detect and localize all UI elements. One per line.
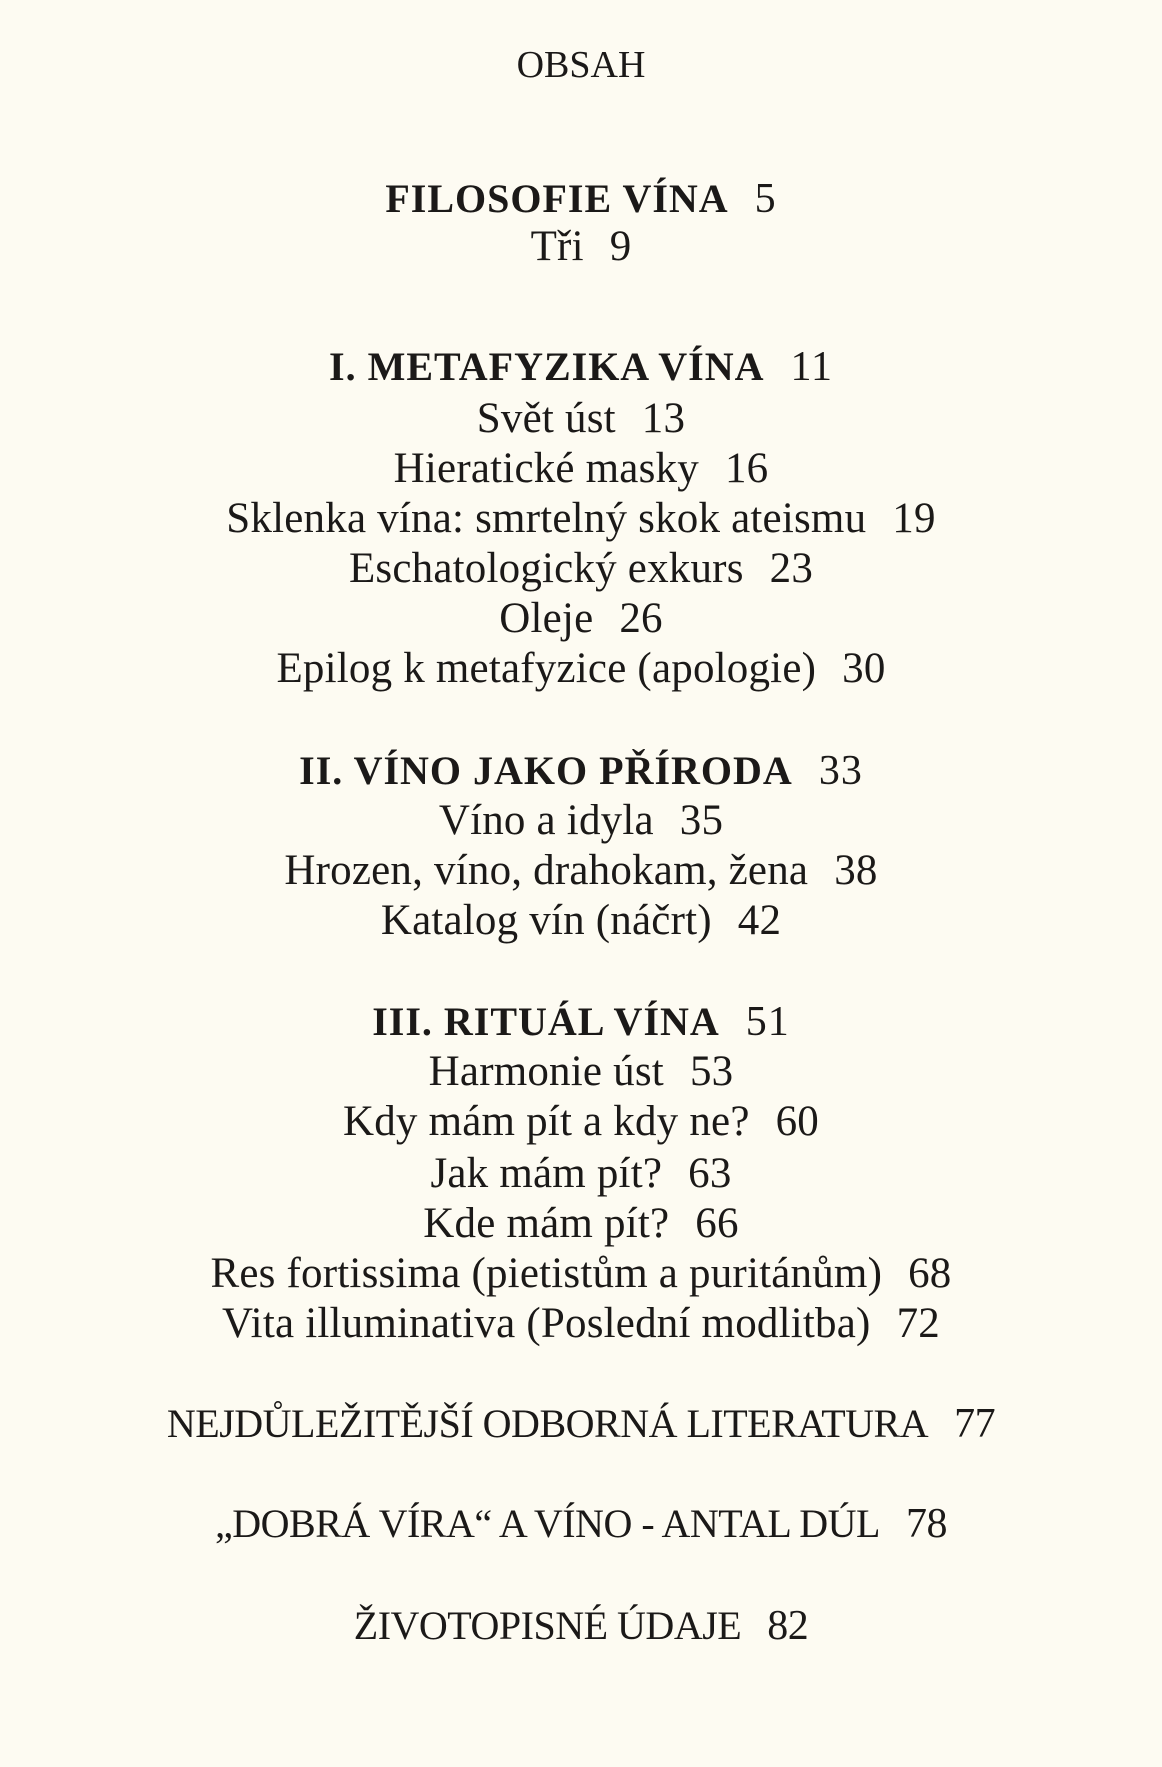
toc-label: III. RITUÁL VÍNA <box>372 999 720 1044</box>
toc-label: Katalog vín (náčrt) <box>380 897 712 944</box>
toc-label: Víno a idyla <box>438 797 654 844</box>
toc-entry <box>0 222 1162 272</box>
toc-page-number: 60 <box>775 1098 820 1145</box>
toc-page-number: 53 <box>689 1048 734 1095</box>
toc-entry <box>0 896 1162 946</box>
toc-page-number: 82 <box>767 1603 809 1649</box>
toc-entry <box>0 1097 1162 1147</box>
toc-label: Hieratické masky <box>393 445 699 492</box>
toc-page-number: 42 <box>737 897 782 944</box>
toc-label: Eschatologický exkurs <box>348 545 744 592</box>
toc-page-number: 63 <box>688 1150 732 1197</box>
toc-label: Tři <box>530 223 584 270</box>
toc-label: FILOSOFIE VÍNA <box>385 176 729 221</box>
toc-label: Kdy mám pít a kdy ne? <box>342 1098 750 1145</box>
toc-page-number: 68 <box>908 1250 952 1297</box>
toc-entry <box>0 1199 1162 1249</box>
toc-entry <box>0 846 1162 896</box>
toc-entry-part <box>0 746 1162 796</box>
toc-entry <box>0 1149 1162 1199</box>
toc-entry <box>0 1249 1162 1299</box>
toc-entry-appendix <box>0 1601 1162 1651</box>
toc-label: NEJDŮLEŽITĚJŠÍ ODBORNÁ LITERATURA <box>166 1401 929 1446</box>
toc-page-number: 16 <box>724 445 769 492</box>
toc-page-number: 66 <box>695 1200 739 1247</box>
toc-page-number: 35 <box>679 797 724 844</box>
toc-page-number: 30 <box>842 645 886 692</box>
toc-page-number: 11 <box>790 344 833 390</box>
toc-entry <box>0 544 1162 594</box>
toc-label: Res fortissima (pietistům a puritánům) <box>210 1250 883 1297</box>
toc-page-number: 9 <box>609 223 632 270</box>
toc-entry <box>0 594 1162 644</box>
toc-entry <box>0 494 1162 544</box>
toc-page-number: 19 <box>892 495 936 542</box>
toc-entry-part <box>0 342 1162 392</box>
page-title: OBSAH <box>516 44 646 86</box>
toc-label: Epilog k metafyzice (apologie) <box>276 645 817 692</box>
toc-page-number: 38 <box>834 847 878 894</box>
toc-label: „DOBRÁ VÍRA“ A VÍNO - ANTAL DÚL <box>215 1501 880 1546</box>
toc-entry-appendix <box>0 1399 1162 1449</box>
toc-page-number: 26 <box>619 595 663 642</box>
toc-label: Harmonie úst <box>428 1048 664 1095</box>
toc-entry <box>0 796 1162 846</box>
toc-label: Sklenka vína: smrtelný skok ateismu <box>226 495 867 542</box>
toc-page-number: 51 <box>745 999 790 1045</box>
toc-entry-appendix <box>0 1499 1162 1549</box>
toc-entry <box>0 1299 1162 1349</box>
toc-entry <box>0 644 1162 694</box>
toc-page-number: 23 <box>769 545 814 592</box>
toc-entry-part <box>0 174 1162 224</box>
toc-page-number: 77 <box>954 1401 996 1447</box>
toc-label: ŽIVOTOPISNÉ ÚDAJE <box>353 1603 742 1648</box>
toc-page-number: 78 <box>905 1501 947 1547</box>
toc-label: Svět úst <box>476 395 616 442</box>
toc-entry <box>0 394 1162 444</box>
toc-page-number: 72 <box>896 1300 940 1347</box>
toc-entry-part <box>0 997 1162 1047</box>
toc-page-number: 13 <box>641 395 686 442</box>
toc-entry <box>0 1047 1162 1097</box>
toc-label: Jak mám pít? <box>430 1150 663 1197</box>
toc-entry <box>0 444 1162 494</box>
toc-label: Kde mám pít? <box>423 1200 670 1247</box>
toc-label: Vita illuminativa (Poslední modlitba) <box>222 1300 871 1347</box>
toc-label: Oleje <box>499 595 594 642</box>
toc-page-number: 33 <box>818 748 863 794</box>
toc-label: Hrozen, víno, drahokam, žena <box>284 847 809 894</box>
toc-page-number: 5 <box>754 176 777 222</box>
toc-label: I. METAFYZIKA VÍNA <box>329 344 765 389</box>
toc-label: II. VÍNO JAKO PŘÍRODA <box>299 748 793 793</box>
